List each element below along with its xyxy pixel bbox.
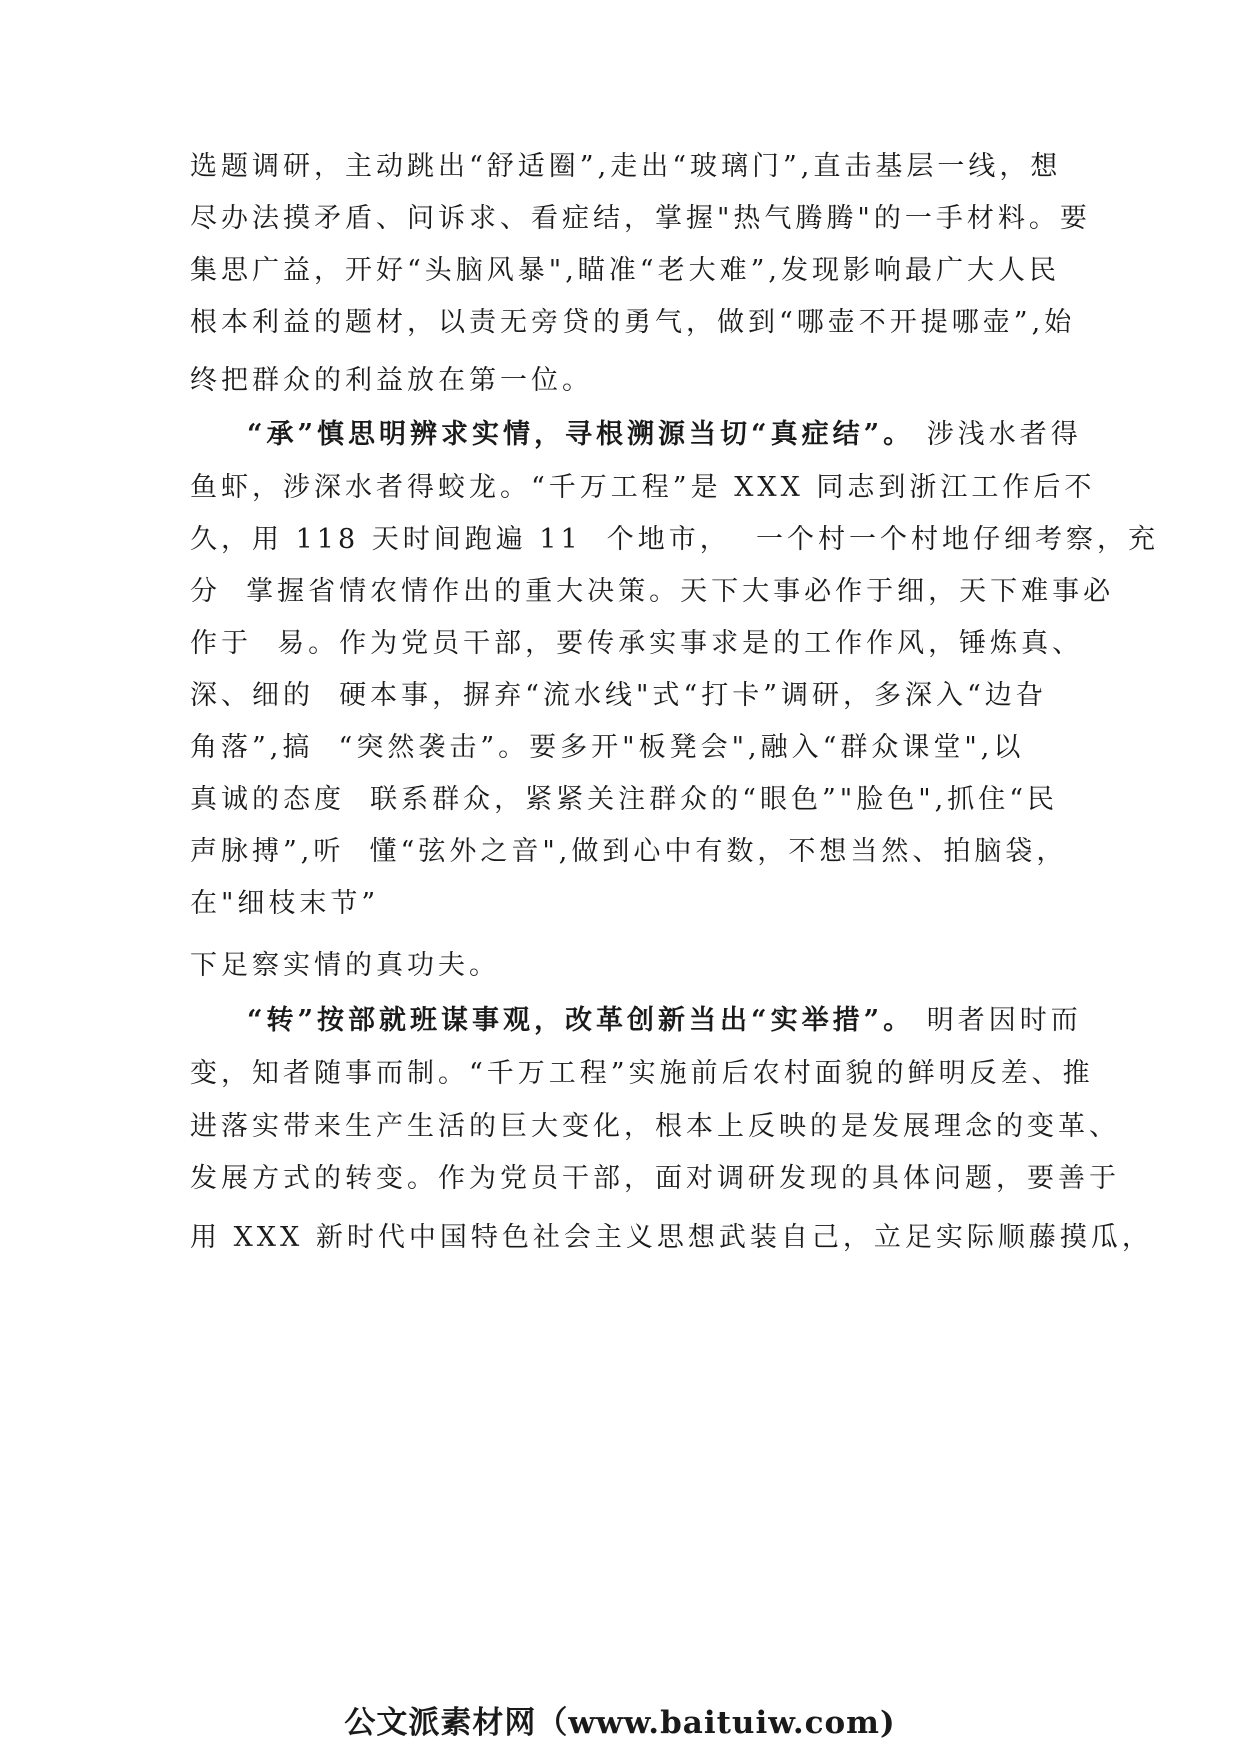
paragraph2-line: 深、细的 硬本事，摒弃“流水线"式“打卡”调研，多深入“边旮 — [190, 680, 1047, 711]
paragraph2-first-line — [247, 417, 1082, 453]
paragraph2-line: 鱼虾，涉深水者得蛟龙。“千万工程”是 XXX 同志到浙江工作后不 — [190, 472, 1096, 503]
paragraph2-line: 声脉搏”,听 懂“弦外之音",做到心中有数，不想当然、拍脑袋， — [190, 836, 1068, 867]
paragraph3-line: 变，知者随事而制。“千万工程”实施前后农村面貌的鲜明反差、推 — [190, 1058, 1094, 1089]
paragraph3-line: 发展方式的转变。作为党员干部，面对调研发现的具体问题，要善于 — [190, 1163, 1120, 1194]
paragraph2-line: 下足察实情的真功夫。 — [190, 950, 500, 981]
paragraph1-line: 选题调研，主动跳出“舒适圈”,走出“玻璃门”,直击基层一线，想 — [190, 151, 1062, 182]
paragraph2-line: 角落”,搞 “突然袭击”。要多开"板凳会",融入“群众课堂",以 — [190, 732, 1025, 763]
paragraph2-heading: “承”慎思明辨求实情，寻根溯源当切“真症结”。 — [247, 419, 915, 450]
paragraph2-line: 作于 易。作为党员干部，要传承实事求是的工作作风，锤炼真、 — [190, 628, 1084, 659]
paragraph3-first-line — [247, 1003, 1082, 1039]
footer-watermark: 公文派素材网（www.baituiw.com) — [344, 1705, 896, 1741]
paragraph3-line: 用 XXX 新时代中国特色社会主义思想武装自己，立足实际顺藤摸瓜， — [190, 1222, 1153, 1253]
paragraph3-heading: “转”按部就班谋事观，改革创新当出“实举措”。 — [247, 1005, 915, 1036]
paragraph2-line: 久，用 118 天时间跑遍 11 个地市， 一个村一个村地仔细考察，充 — [190, 524, 1159, 555]
paragraph1-line: 终把群众的利益放在第一位。 — [190, 365, 593, 396]
paragraph3-lead: 明者因时而 — [914, 1005, 1082, 1036]
paragraph2-line: 真诚的态度 联系群众，紧紧关注群众的“眼色”"脸色",抓住“民 — [190, 784, 1058, 815]
paragraph2-lead: 涉浅水者得 — [914, 419, 1082, 450]
paragraph3-line: 进落实带来生产生活的巨大变化，根本上反映的是发展理念的变革、 — [190, 1111, 1120, 1142]
paragraph1-line: 集思广益，开好“头脑风暴",瞄准“老大难”,发现影响最广大人民 — [190, 255, 1060, 286]
paragraph2-line: 分 掌握省情农情作出的重大决策。天下大事必作于细，天下难事必 — [190, 576, 1115, 607]
paragraph1-line: 尽办法摸矛盾、问诉求、看症结，掌握"热气腾腾"的一手材料。要 — [190, 203, 1091, 234]
paragraph1-line: 根本利益的题材，以责无旁贷的勇气，做到“哪壶不开提哪壶”,始 — [190, 307, 1076, 338]
paragraph2-line: 在"细枝末节” — [190, 888, 380, 919]
